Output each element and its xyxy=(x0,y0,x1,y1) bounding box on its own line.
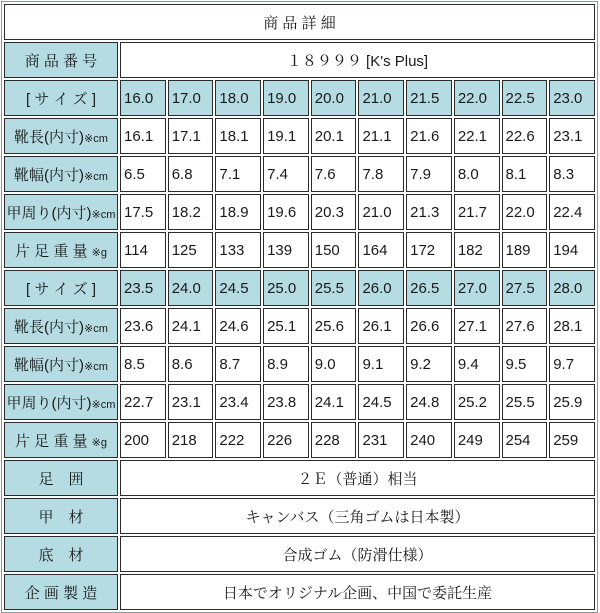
value-cell: 139 xyxy=(263,232,309,268)
value-cell: 21.1 xyxy=(358,118,404,154)
value-cell: 8.0 xyxy=(454,156,500,192)
size-cell: 19.0 xyxy=(263,80,309,116)
value-cell: 133 xyxy=(215,232,261,268)
value-cell: 23.1 xyxy=(549,118,595,154)
single-shoe-weight-row-2 xyxy=(4,422,595,458)
planning-production-row xyxy=(4,574,595,610)
foot-circumference-value: ２Ｅ（普通）相当 xyxy=(120,460,595,496)
size-cell: 17.0 xyxy=(168,80,214,116)
size-cell: 24.5 xyxy=(215,270,261,306)
value-cell: 22.4 xyxy=(549,194,595,230)
value-cell: 7.9 xyxy=(406,156,452,192)
shoe-width-row xyxy=(4,156,595,192)
upper-material-value: キャンバス（三角ゴムは日本製） xyxy=(120,498,595,534)
value-cell: 7.4 xyxy=(263,156,309,192)
value-cell: 182 xyxy=(454,232,500,268)
size-cell: 20.0 xyxy=(311,80,357,116)
size-cell: 25.0 xyxy=(263,270,309,306)
product-number-row xyxy=(4,42,595,78)
value-cell: 125 xyxy=(168,232,214,268)
size-header-row xyxy=(4,80,595,116)
value-cell: 20.3 xyxy=(311,194,357,230)
value-cell: 8.3 xyxy=(549,156,595,192)
value-cell: 231 xyxy=(358,422,404,458)
value-cell: 9.5 xyxy=(502,346,548,382)
value-cell: 25.6 xyxy=(311,308,357,344)
value-cell: 21.6 xyxy=(406,118,452,154)
product-detail-table xyxy=(1,1,598,613)
size-cell: 26.0 xyxy=(358,270,404,306)
shoe-width-row-2 xyxy=(4,346,595,382)
value-cell: 8.1 xyxy=(502,156,548,192)
value-cell: 9.4 xyxy=(454,346,500,382)
value-cell: 226 xyxy=(263,422,309,458)
size-cell: 21.0 xyxy=(358,80,404,116)
value-cell: 16.1 xyxy=(120,118,166,154)
value-cell: 17.5 xyxy=(120,194,166,230)
value-cell: 27.6 xyxy=(502,308,548,344)
instep-girth-label: 甲周り(内寸)※cm xyxy=(4,194,118,230)
value-cell: 18.2 xyxy=(168,194,214,230)
product-number-label: 商 品 番 号 xyxy=(4,42,118,78)
value-cell: 172 xyxy=(406,232,452,268)
shoe-length-row-2 xyxy=(4,308,595,344)
value-cell: 25.1 xyxy=(263,308,309,344)
value-cell: 24.5 xyxy=(358,384,404,420)
size-cell: 23.5 xyxy=(120,270,166,306)
page-title: 商 品 詳 細 xyxy=(4,4,595,40)
table-title-row xyxy=(4,4,595,40)
value-cell: 6.8 xyxy=(168,156,214,192)
value-cell: 25.9 xyxy=(549,384,595,420)
value-cell: 21.7 xyxy=(454,194,500,230)
value-cell: 26.1 xyxy=(358,308,404,344)
value-cell: 24.1 xyxy=(168,308,214,344)
single-shoe-weight-label: 片 足 重 量 ※g xyxy=(4,422,118,458)
size-cell: 28.0 xyxy=(549,270,595,306)
size-cell: 22.5 xyxy=(502,80,548,116)
value-cell: 24.8 xyxy=(406,384,452,420)
value-cell: 249 xyxy=(454,422,500,458)
single-shoe-weight-label: 片 足 重 量 ※g xyxy=(4,232,118,268)
value-cell: 22.6 xyxy=(502,118,548,154)
planning-production-label: 企 画 製 造 xyxy=(4,574,118,610)
value-cell: 18.9 xyxy=(215,194,261,230)
instep-girth-row-2 xyxy=(4,384,595,420)
value-cell: 254 xyxy=(502,422,548,458)
value-cell: 8.7 xyxy=(215,346,261,382)
value-cell: 9.7 xyxy=(549,346,595,382)
value-cell: 21.0 xyxy=(358,194,404,230)
value-cell: 114 xyxy=(120,232,166,268)
upper-material-label: 甲 材 xyxy=(4,498,118,534)
size-cell: 27.0 xyxy=(454,270,500,306)
value-cell: 9.2 xyxy=(406,346,452,382)
value-cell: 8.5 xyxy=(120,346,166,382)
sole-material-row xyxy=(4,536,595,572)
instep-girth-row xyxy=(4,194,595,230)
value-cell: 24.6 xyxy=(215,308,261,344)
size-header-row-2 xyxy=(4,270,595,306)
size-cell: 18.0 xyxy=(215,80,261,116)
value-cell: 218 xyxy=(168,422,214,458)
value-cell: 9.0 xyxy=(311,346,357,382)
size-cell: 16.0 xyxy=(120,80,166,116)
sole-material-value: 合成ゴム（防滑仕様） xyxy=(120,536,595,572)
value-cell: 22.1 xyxy=(454,118,500,154)
value-cell: 27.1 xyxy=(454,308,500,344)
value-cell: 189 xyxy=(502,232,548,268)
shoe-length-row xyxy=(4,118,595,154)
value-cell: 150 xyxy=(311,232,357,268)
shoe-length-label: 靴長(内寸)※cm xyxy=(4,118,118,154)
value-cell: 24.1 xyxy=(311,384,357,420)
value-cell: 23.8 xyxy=(263,384,309,420)
size-cell: 24.0 xyxy=(168,270,214,306)
value-cell: 17.1 xyxy=(168,118,214,154)
shoe-width-label: 靴幅(内寸)※cm xyxy=(4,156,118,192)
shoe-width-label: 靴幅(内寸)※cm xyxy=(4,346,118,382)
value-cell: 19.6 xyxy=(263,194,309,230)
value-cell: 194 xyxy=(549,232,595,268)
value-cell: 25.5 xyxy=(502,384,548,420)
value-cell: 23.6 xyxy=(120,308,166,344)
value-cell: 19.1 xyxy=(263,118,309,154)
value-cell: 28.1 xyxy=(549,308,595,344)
instep-girth-label: 甲周り(内寸)※cm xyxy=(4,384,118,420)
size-cell: 21.5 xyxy=(406,80,452,116)
value-cell: 259 xyxy=(549,422,595,458)
value-cell: 22.7 xyxy=(120,384,166,420)
value-cell: 23.4 xyxy=(215,384,261,420)
value-cell: 22.0 xyxy=(502,194,548,230)
size-header-label: [ サ イ ズ ] xyxy=(4,270,118,306)
product-number-value: １８９９９ [K's Plus] xyxy=(120,42,595,78)
value-cell: 25.2 xyxy=(454,384,500,420)
planning-production-value: 日本でオリジナル企画、中国で委託生産 xyxy=(120,574,595,610)
size-cell: 26.5 xyxy=(406,270,452,306)
shoe-length-label: 靴長(内寸)※cm xyxy=(4,308,118,344)
value-cell: 164 xyxy=(358,232,404,268)
value-cell: 21.3 xyxy=(406,194,452,230)
value-cell: 7.1 xyxy=(215,156,261,192)
upper-material-row xyxy=(4,498,595,534)
value-cell: 7.6 xyxy=(311,156,357,192)
value-cell: 9.1 xyxy=(358,346,404,382)
foot-circumference-row xyxy=(4,460,595,496)
size-cell: 22.0 xyxy=(454,80,500,116)
foot-circumference-label: 足 囲 xyxy=(4,460,118,496)
value-cell: 228 xyxy=(311,422,357,458)
value-cell: 200 xyxy=(120,422,166,458)
size-cell: 23.0 xyxy=(549,80,595,116)
value-cell: 7.8 xyxy=(358,156,404,192)
value-cell: 8.9 xyxy=(263,346,309,382)
value-cell: 8.6 xyxy=(168,346,214,382)
size-cell: 27.5 xyxy=(502,270,548,306)
value-cell: 6.5 xyxy=(120,156,166,192)
single-shoe-weight-row xyxy=(4,232,595,268)
sole-material-label: 底 材 xyxy=(4,536,118,572)
size-cell: 25.5 xyxy=(311,270,357,306)
value-cell: 18.1 xyxy=(215,118,261,154)
value-cell: 20.1 xyxy=(311,118,357,154)
value-cell: 23.1 xyxy=(168,384,214,420)
value-cell: 240 xyxy=(406,422,452,458)
size-header-label: [ サ イ ズ ] xyxy=(4,80,118,116)
value-cell: 26.6 xyxy=(406,308,452,344)
value-cell: 222 xyxy=(215,422,261,458)
